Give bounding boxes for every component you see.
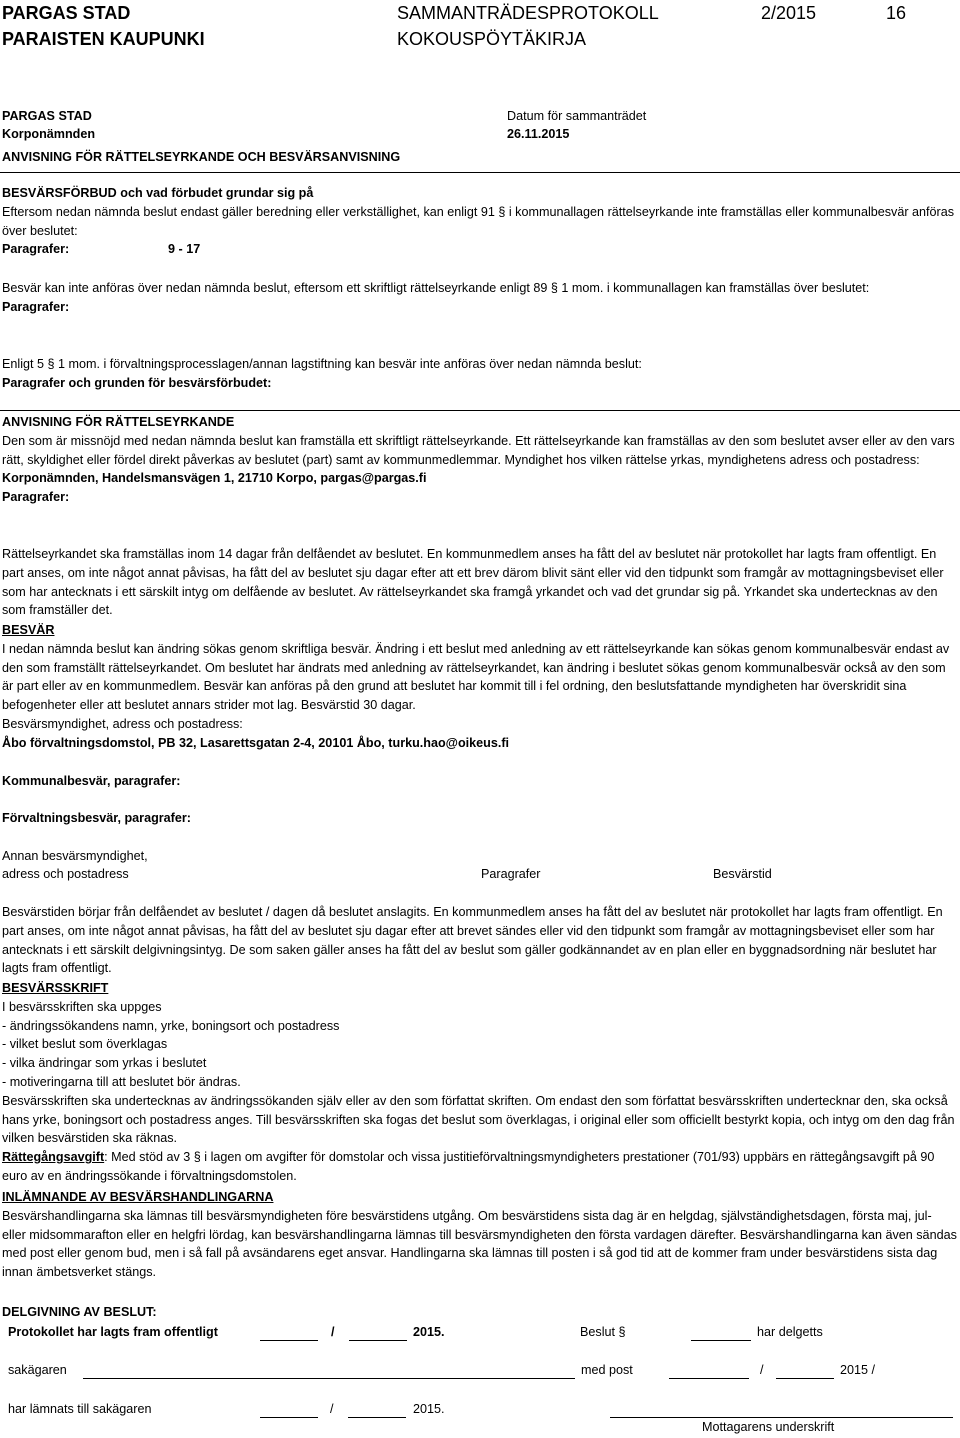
sakagaren-line[interactable] <box>83 1378 575 1379</box>
forbud-text3-bold: Paragrafer och grunden för besvärsförbudet: <box>2 375 272 390</box>
skrift-item: - motiveringarna till att beslutet bör ändras. <box>2 1074 241 1089</box>
section-besvar-2 <box>2 903 958 978</box>
col-paragrafer: Paragrafer <box>481 867 541 881</box>
beslut-label: Beslut § <box>580 1325 626 1339</box>
slash: / <box>331 1325 335 1339</box>
besvar-text: I nedan nämnda beslut kan ändring sökas genom skriftliga besvär. Ändring i ett beslut med anledning av ett rättelseyrkande kan sökas genom kommunalbesvär endast av den som framställt rättelseyrkandet. Om beslutet har ändrats med anledning av rättelseyrkandet, kan ändring i beslutet sökas genom kommunalbesvär också av den som är part eller av en kommunmedlem. Besvär kan anföras på den grund att beslutet har kommit till i fel ordning, den beslutsfattande myndigheten har överskridit sina befogenheter eller att beslutet annars strider mot lag. Besvärstid 30 dagar. <box>2 641 950 713</box>
day-line[interactable] <box>260 1340 318 1341</box>
slash: / <box>330 1402 334 1416</box>
forbud-heading: BESVÄRSFÖRBUD och vad förbudet grundar sig på <box>2 186 314 200</box>
forbud-paragraf-value: 9 - 17 <box>168 242 201 257</box>
forbud-text3: Enligt 5 § 1 mom. i förvaltningsprocesslagen/annan lagstiftning kan besvär inte anföras över nedan nämnda beslut: <box>2 357 642 371</box>
rattelse-address: Korponämnden, Handelsmansvägen 1, 21710 Korpo, pargas@pargas.fi <box>2 471 427 486</box>
section-besvar <box>2 621 958 753</box>
besvar-auth: Åbo förvaltningsdomstol, PB 32, Lasarettsgatan 2-4, 20101 Åbo, turku.hao@oikeus.fi <box>2 735 510 750</box>
header-doc-fi: KOKOUSPÖYTÄKIRJA <box>397 29 587 49</box>
inlamnande-text: Besvärshandlingarna ska lämnas till besvärsmyndigheten före besvärstidens utgång. Om besvärstidens sista dag är en helgdag, självständighetsdagen, första maj, jul- eller midsommarafton eller en helgfri lördag, kan besvärshandlingarna lämnas till besvärsmyndigheten den första vardagen därefter. Besvärshandlingarna kan även sändas med post eller genom bud, men i så fall på avsändarens eget ansvar. Handlingarna ska lämnas till posten i så god tid att de kommer fram under besvärstidens sista dag innan ämbetsverket stängs. <box>2 1208 957 1280</box>
header-city-fi: PARAISTEN KAUPUNKI <box>2 29 205 49</box>
forbud-paragraf-label: Paragrafer: <box>2 242 70 257</box>
divider <box>0 172 960 173</box>
rattelse-paragraf-label: Paragrafer: <box>2 490 70 505</box>
page-title: ANVISNING FÖR RÄTTELSEYRKANDE OCH BESVÄRSANVISNING <box>2 150 401 164</box>
forbud-text: Eftersom nedan nämnda beslut endast gäller beredning eller verkställighet, kan enligt 91 § i kommunallagen rättelseyrkande inte framställas eller kommunalbesvär anföras över beslutet: <box>2 204 955 238</box>
other-authority-1: Annan besvärsmyndighet, <box>2 849 148 863</box>
delgivning-heading: DELGIVNING AV BESLUT: <box>2 1305 157 1319</box>
handed-year-label: 2015. <box>413 1402 445 1416</box>
org-name: PARGAS STAD <box>2 109 92 123</box>
besvar-auth-label: Besvärsmyndighet, adress och postadress: <box>2 716 243 731</box>
date-label: Datum för sammanträdet <box>507 109 647 123</box>
besvar-heading: BESVÄR <box>2 623 55 637</box>
med-post-label: med post <box>581 1363 633 1377</box>
besvar-text2: Besvärstiden börjar från delfåendet av beslutet / dagen då beslutet anslagits. En kommunmedlem anses ha fått del av beslutet när protokollet har lagts fram offentligt. En part anses, om inte något annat påvisas, ha fått del av beslutet sju dagar efter att brevet sändes eller vid den tidpunkt som framgår av mottagningsbeviset eller som har antecknats i ett särskilt delgivningsintyg. De som saken gäller anses ha fått del av beslut som gäller godkännandet av en plan eller en byggnadsordning när beslutet har lagts fram offentligt. <box>2 905 943 976</box>
forvaltning-paragrafer: Förvaltningsbesvär, paragrafer: <box>2 811 191 825</box>
skrift-item: - vilket beslut som överklagas <box>2 1037 168 1052</box>
header-doc-sv: SAMMANTRÄDESPROTOKOLL <box>397 3 659 23</box>
avgift-label: Rättegångsavgift <box>2 1150 105 1165</box>
lamnats-label: har lämnats till sakägaren <box>8 1402 152 1416</box>
section-rattelse-2 <box>2 545 958 620</box>
header-city-sv: PARGAS STAD <box>2 3 131 23</box>
skrift-text: Besvärsskriften ska undertecknas av ändringssökanden själv eller av den som författat skriften. Om endast den som författat besvärsskriften undertecknar den, ska också hans yrke, boningsort och postadress anges. Till besvärsskriften ska fogas det beslut som överklagas, i original eller som officiellt bestyrkt kopia, och intyg om den dag från vilken besvärstiden ska räknas. <box>2 1093 955 1146</box>
protokoll-label: Protokollet har lagts fram offentligt <box>8 1325 218 1339</box>
beslut-line[interactable] <box>691 1340 751 1341</box>
post-year-label: 2015 / <box>840 1363 876 1377</box>
kommunal-paragrafer: Kommunalbesvär, paragrafer: <box>2 774 181 788</box>
skrift-item: - ändringssökandens namn, yrke, boningsort och postadress <box>2 1018 340 1033</box>
handed-month-line[interactable] <box>348 1417 406 1418</box>
har-delgetts: har delgetts <box>757 1325 823 1339</box>
header-page: 16 <box>886 3 907 23</box>
meeting-date: 26.11.2015 <box>507 127 570 141</box>
section-forbud <box>2 184 958 259</box>
skrift-heading: BESVÄRSSKRIFT <box>2 981 109 995</box>
sakagaren-label: sakägaren <box>8 1363 67 1377</box>
divider <box>0 410 960 411</box>
col-besvarstid: Besvärstid <box>713 867 772 881</box>
skrift-item: - vilka ändringar som yrkas i beslutet <box>2 1056 207 1071</box>
skrift-intro: I besvärsskriften ska uppges <box>2 999 162 1014</box>
forbud-paragraf-label2: Paragrafer: <box>2 299 70 314</box>
forbud-text2: Besvär kan inte anföras över nedan nämnda beslut, eftersom ett skriftligt rättelseyrkande enligt 89 § 1 mom. i kommunallagen kan framställas över beslutet: <box>2 281 870 295</box>
section-inlamnande <box>2 1188 958 1282</box>
rattelse-text: Den som är missnöjd med nedan nämnda beslut kan framställa ett skriftligt rättelseyrkande. Ett rättelseyrkande kan framställas av den som beslutet avser eller av den vars rätt, skyldighet eller fördel direkt påverkas av beslutet (part) samt av kommunmedlemmar. Myndighet hos vilken rättelse yrkas, myndighetens adress och postadress: <box>2 433 955 467</box>
section-skrift <box>2 979 958 1186</box>
month-line[interactable] <box>349 1340 407 1341</box>
handed-day-line[interactable] <box>260 1417 318 1418</box>
rattelse-text2: Rättelseyrkandet ska framställas inom 14 dagar från delfåendet av beslutet. En kommunmedlem anses ha fått del av beslutet när protokollet har lagts fram offentligt. En part anses, om inte något annat påvisas, ha fått del av beslutet sju dagar efter att ett brev därom blivit sänt eller vid den tidpunkt som framgår av mottagningsbeviset eller som har antecknats i ett särskilt intyg om delfående av beslutet. Av rättelseyrkandet ska framgå yrkandet och vad det grundar sig på. Yrkandet ska undertecknas av den som framställer det. <box>2 547 944 618</box>
other-authority-2: adress och postadress <box>2 867 129 881</box>
body-name: Korponämnden <box>2 127 96 141</box>
signature-caption: Mottagarens underskrift <box>702 1420 835 1434</box>
inlamnande-heading: INLÄMNANDE AV BESVÄRSHANDLINGARNA <box>2 1190 274 1204</box>
avgift-text: : Med stöd av 3 § i lagen om avgifter för domstolar och vissa justitieförvaltningsmyndigheters prestationer (701/93) uppbärs en rättegångsavgift på 90 euro av en ändringssökande i förvaltningsdomstolen. <box>2 1150 935 1183</box>
section-rattelse <box>2 413 958 507</box>
section-forbud-2 <box>2 279 958 317</box>
year-label: 2015. <box>413 1325 445 1339</box>
rattelse-heading: ANVISNING FÖR RÄTTELSEYRKANDE <box>2 415 235 429</box>
post-month-line[interactable] <box>776 1378 834 1379</box>
post-day-line[interactable] <box>669 1378 749 1379</box>
slash: / <box>760 1363 764 1377</box>
header-number: 2/2015 <box>761 3 817 23</box>
section-forbud-3 <box>2 355 958 393</box>
